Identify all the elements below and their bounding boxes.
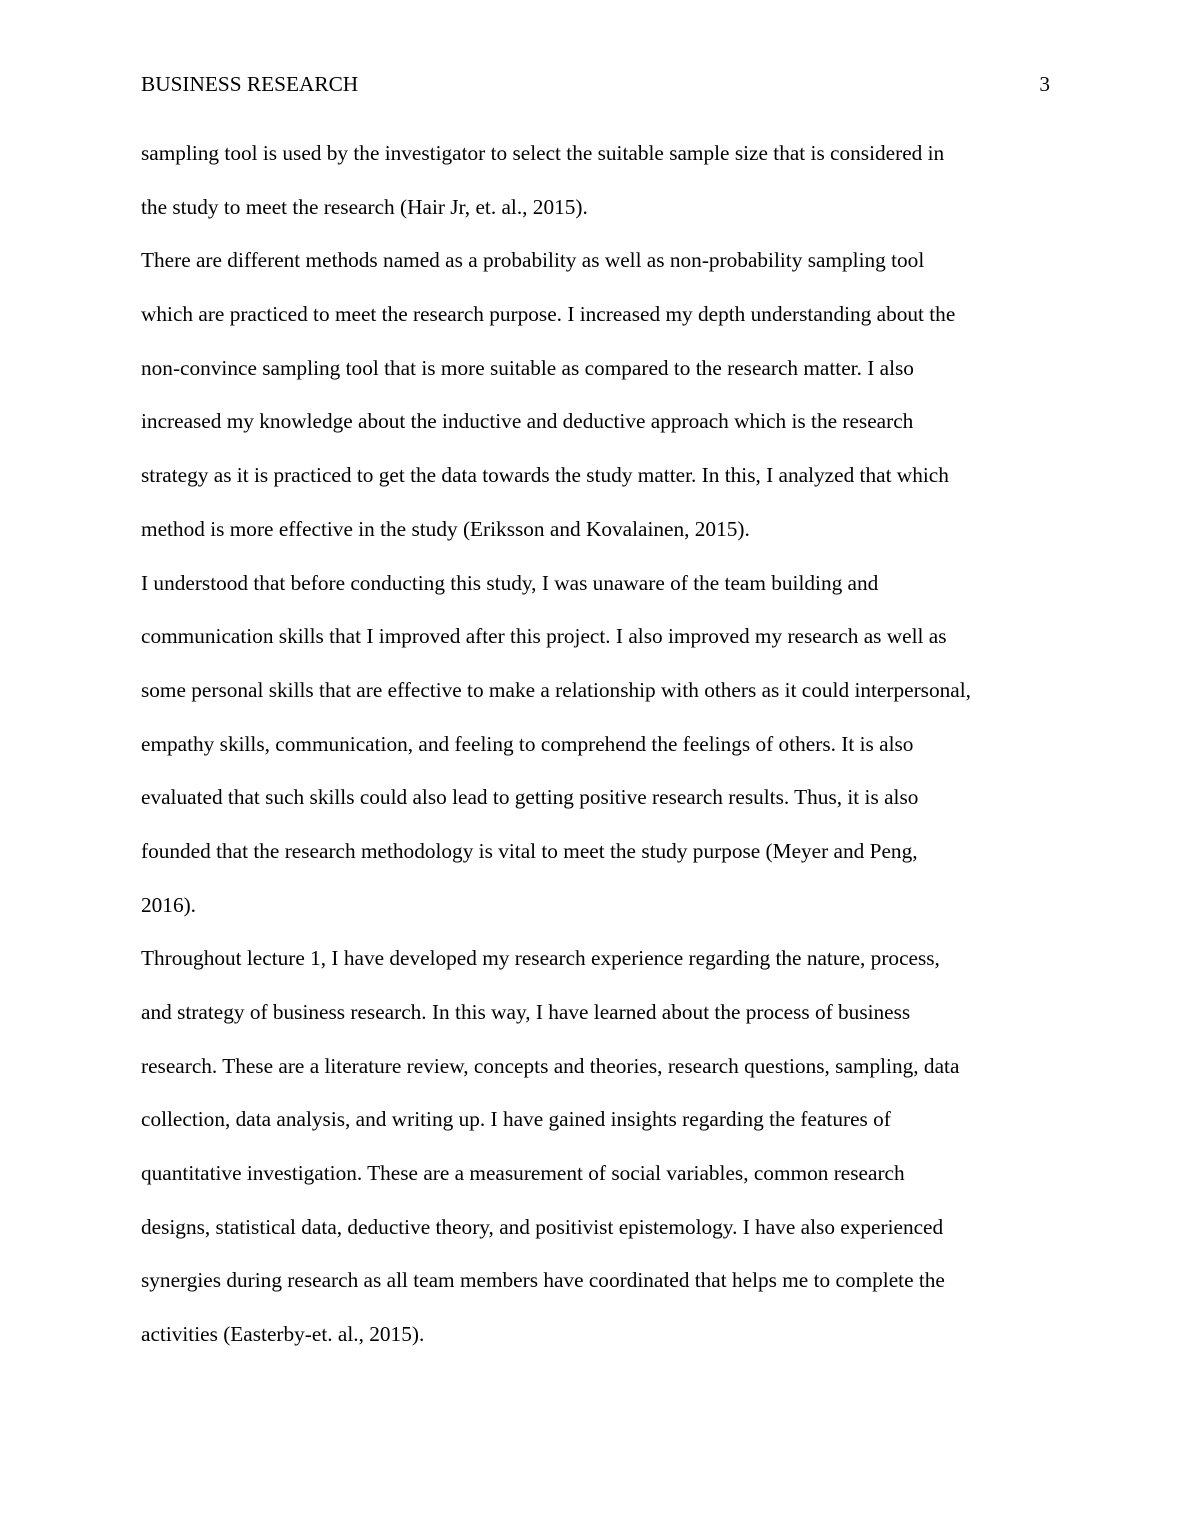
- page-number: 3: [1039, 72, 1050, 96]
- text-line: synergies during research as all team members have coordinated that helps me to complete the: [141, 1268, 945, 1293]
- text-line: activities (Easterby-et. al., 2015).: [141, 1322, 425, 1347]
- body-text: [141, 127, 1061, 1362]
- paragraph-4: [141, 932, 1061, 1362]
- paragraph-1: [141, 127, 1061, 234]
- running-head: BUSINESS RESEARCH: [141, 72, 359, 96]
- text-line: the study to meet the research (Hair Jr, et. al., 2015).: [141, 194, 588, 219]
- text-line: some personal skills that are effective to make a relationship with others as it could interpersonal,: [141, 677, 971, 702]
- text-line: collection, data analysis, and writing up. I have gained insights regarding the features of: [141, 1107, 891, 1132]
- text-line: There are different methods named as a probability as well as non-probability sampling tool: [141, 248, 925, 273]
- text-line: which are practiced to meet the research purpose. I increased my depth understanding about the: [141, 302, 956, 327]
- text-line: Throughout lecture 1, I have developed my research experience regarding the nature, process,: [141, 946, 940, 971]
- text-line: strategy as it is practiced to get the data towards the study matter. In this, I analyzed that which: [141, 463, 949, 488]
- text-line: and strategy of business research. In this way, I have learned about the process of business: [141, 1000, 911, 1024]
- text-line: empathy skills, communication, and feeling to comprehend the feelings of others. It is also: [141, 731, 914, 756]
- text-line: method is more effective in the study (Eriksson and Kovalainen, 2015).: [141, 516, 750, 541]
- text-line: 2016).: [141, 892, 197, 917]
- text-line: research. These are a literature review, concepts and theories, research questions, sampling, data: [141, 1053, 960, 1078]
- text-line: communication skills that I improved after this project. I also improved my research as well as: [141, 624, 947, 649]
- text-line: founded that the research methodology is vital to meet the study purpose (Meyer and Peng,: [141, 838, 918, 863]
- paragraph-3: [141, 557, 1061, 933]
- text-line: sampling tool is used by the investigator to select the suitable sample size that is considered in: [141, 141, 945, 165]
- text-line: designs, statistical data, deductive theory, and positivist epistemology. I have also experienced: [141, 1214, 944, 1239]
- paragraph-2: [141, 234, 1061, 556]
- text-line: increased my knowledge about the inductive and deductive approach which is the research: [141, 409, 914, 434]
- text-line: non-convince sampling tool that is more suitable as compared to the research matter. I also: [141, 355, 914, 380]
- text-line: quantitative investigation. These are a measurement of social variables, common research: [141, 1161, 905, 1186]
- text-line: evaluated that such skills could also lead to getting positive research results. Thus, it is also: [141, 785, 919, 810]
- text-line: I understood that before conducting this study, I was unaware of the team building and: [141, 570, 879, 595]
